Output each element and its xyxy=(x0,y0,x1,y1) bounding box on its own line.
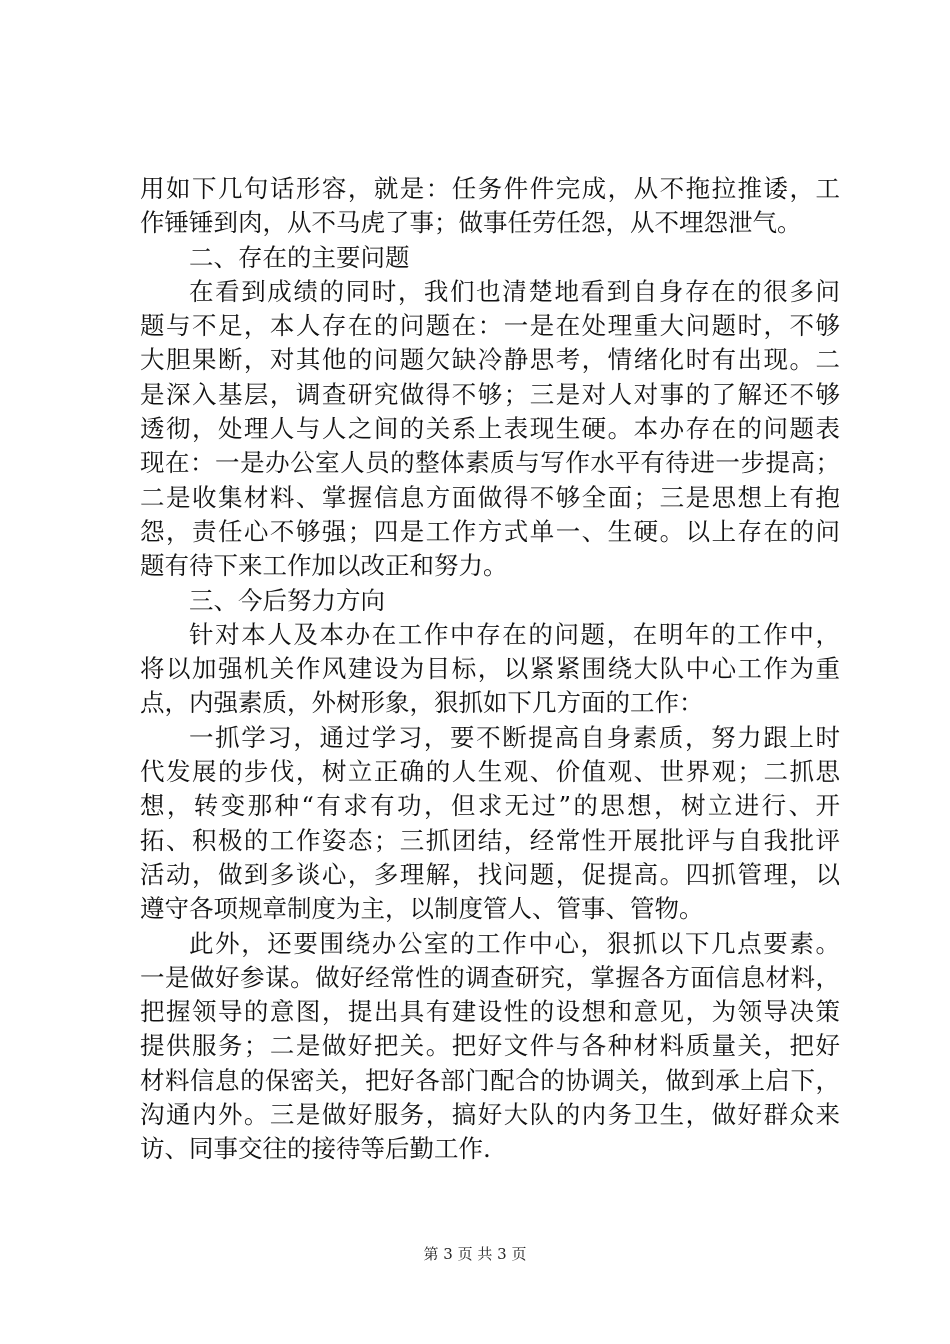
text-line: 大胆果断，对其他的问题欠缺冷静思考，情绪化时有出现。二 xyxy=(140,345,840,375)
text-line: 活动，做到多谈心，多理解，找问题，促提高。四抓管理，以 xyxy=(140,859,840,889)
text-line: 一是做好参谋。做好经常性的调查研究，掌握各方面信息材料， xyxy=(140,962,840,992)
text-line: 二是收集材料、掌握信息方面做得不够全面；三是思想上有抱 xyxy=(140,482,840,512)
text-line: 题与不足，本人存在的问题在：一是在处理重大问题时，不够 xyxy=(140,311,840,341)
text-line: 沟通内外。三是做好服务，搞好大队的内务卫生，做好群众来 xyxy=(140,1100,840,1130)
text-line: 此外，还要围绕办公室的工作中心，狠抓以下几点要素。 xyxy=(189,928,840,958)
text-line: 想，转变那种“有求有功，但求无过”的思想，树立进行、开 xyxy=(140,791,840,821)
text-line: 访、同事交往的接待等后勤工作. xyxy=(140,1134,491,1164)
text-line: 一抓学习，通过学习，要不断提高自身素质，努力跟上时 xyxy=(189,722,840,752)
text-line: 拓、积极的工作姿态；三抓团结，经常性开展批评与自我批评 xyxy=(140,825,840,855)
section-heading: 三、今后努力方向 xyxy=(189,585,385,615)
text-line: 提供服务；二是做好把关。把好文件与各种材料质量关，把好 xyxy=(140,1031,840,1061)
text-line: 将以加强机关作风建设为目标，以紧紧围绕大队中心工作为重 xyxy=(140,654,840,684)
text-line: 透彻，处理人与人之间的关系上表现生硬。本办存在的问题表 xyxy=(140,414,840,444)
text-line: 遵守各项规章制度为主，以制度管人、管事、管物。 xyxy=(140,894,704,924)
text-line: 把握领导的意图，提出具有建设性的设想和意见，为领导决策 xyxy=(140,997,840,1027)
text-line: 怨，责任心不够强；四是工作方式单一、生硬。以上存在的问 xyxy=(140,516,840,546)
text-line: 在看到成绩的同时，我们也清楚地看到自身存在的很多问 xyxy=(189,276,840,306)
document-body xyxy=(140,172,840,1167)
text-line: 用如下几句话形容，就是：任务件件完成，从不拖拉推诿，工 xyxy=(140,174,840,203)
section-heading: 二、存在的主要问题 xyxy=(189,242,410,272)
text-line: 题有待下来工作加以改正和努力。 xyxy=(140,551,508,581)
text-line: 点，内强素质，外树形象，狠抓如下几方面的工作： xyxy=(140,688,704,718)
text-line: 是深入基层，调查研究做得不够；三是对人对事的了解还不够 xyxy=(140,379,840,409)
text-line: 作锤锤到肉，从不马虎了事；做事任劳任怨，从不埋怨泄气。 xyxy=(140,208,802,238)
text-line: 现在：一是办公室人员的整体素质与写作水平有待进一步提高； xyxy=(140,448,840,478)
text-line: 代发展的步伐，树立正确的人生观、价值观、世界观；二抓思 xyxy=(140,757,840,787)
page-number-footer: 第 3 页 共 3 页 xyxy=(423,1245,527,1263)
text-line: 材料信息的保密关，把好各部门配合的协调关，做到承上启下， xyxy=(140,1065,840,1095)
text-line: 针对本人及本办在工作中存在的问题，在明年的工作中， xyxy=(189,619,840,649)
